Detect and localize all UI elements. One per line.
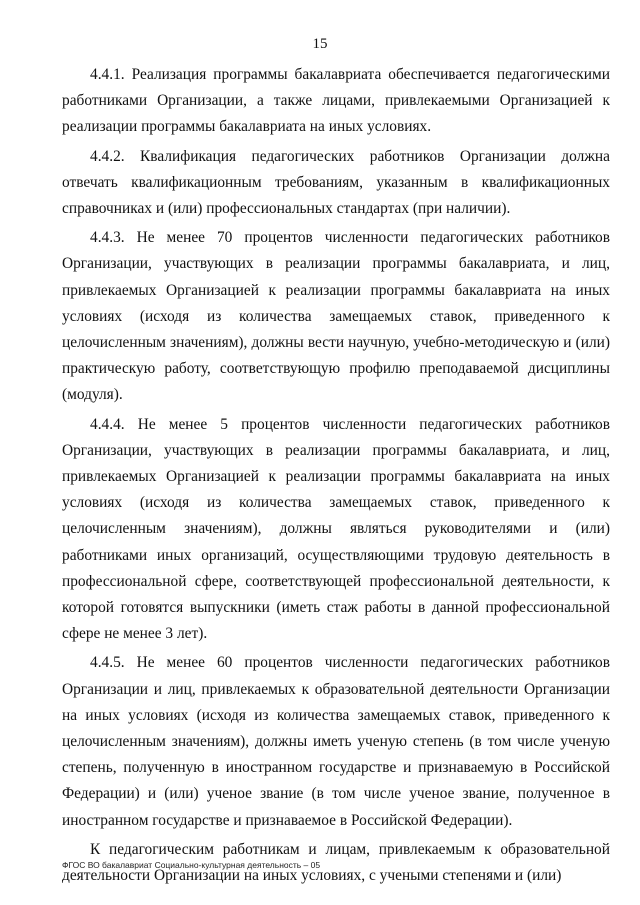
document-footer: ФГОС ВО бакалавриат Социально-культурная деятельность – 05 [62,860,321,870]
paragraph-continuation: К педагогическим работникам и лицам, привлекаемым к образовательной деятельности Организации на иных условиях, с учеными степенями и (или) [62,840,610,885]
paragraph-4-4-3: 4.4.3. Не менее 70 процентов численности педагогических работников Организации, участвующих в реализации программы бакалавриата, и лиц, привлекаемых Организацией к реализации программы бакалавриата на иных условиях (исходя из количества замещаемых ставок, приведенного к целочисленным значениям), должны вести научную, учебно-методическую и (или) практическую работу, соответствующую профилю преподаваемой дисциплины (модуля). [62,229,610,404]
paragraph-4-4-5: 4.4.5. Не менее 60 процентов численности педагогических работников Организации и лиц, привлекаемых к образовательной деятельности Организации на иных условиях (исходя из количества замещаемых ставок, приведенного к целочисленным значениям), должны иметь ученую степень (в том числе ученую степень, полученную в иностранном государстве и признаваемую в Российской Федерации) и (или) ученое звание (в том числе ученое звание, полученное в иностранном государстве и признаваемое в Российской Федерации). [62,654,610,829]
document-body [62,62,610,892]
paragraph-4-4-1: 4.4.1. Реализация программы бакалавриата обеспечивается педагогическими работниками Организации, а также лицами, привлекаемыми Организацией к реализации программы бакалавриата на иных условиях. [62,66,610,136]
paragraph-4-4-4: 4.4.4. Не менее 5 процентов численности педагогических работников Организации, участвующих в реализации программы бакалавриата, и лиц, привлекаемых Организацией к реализации программы бакалавриата на иных условиях (исходя из количества замещаемых ставок, приведенного к целочисленным значениям), должны являться руководителями и (или) работниками иных организаций, осуществляющими трудовую деятельность в профессиональной сфере, соответствующей профессиональной деятельности, к которой готовятся выпускники (иметь стаж работы в данной профессиональной сфере не менее 3 лет). [62,415,610,643]
paragraph-4-4-2: 4.4.2. Квалификация педагогических работников Организации должна отвечать квалификационным требованиям, указанным в квалификационных справочниках и (или) профессиональных стандартах (при наличии). [62,147,610,218]
page-number: 15 [312,36,328,52]
